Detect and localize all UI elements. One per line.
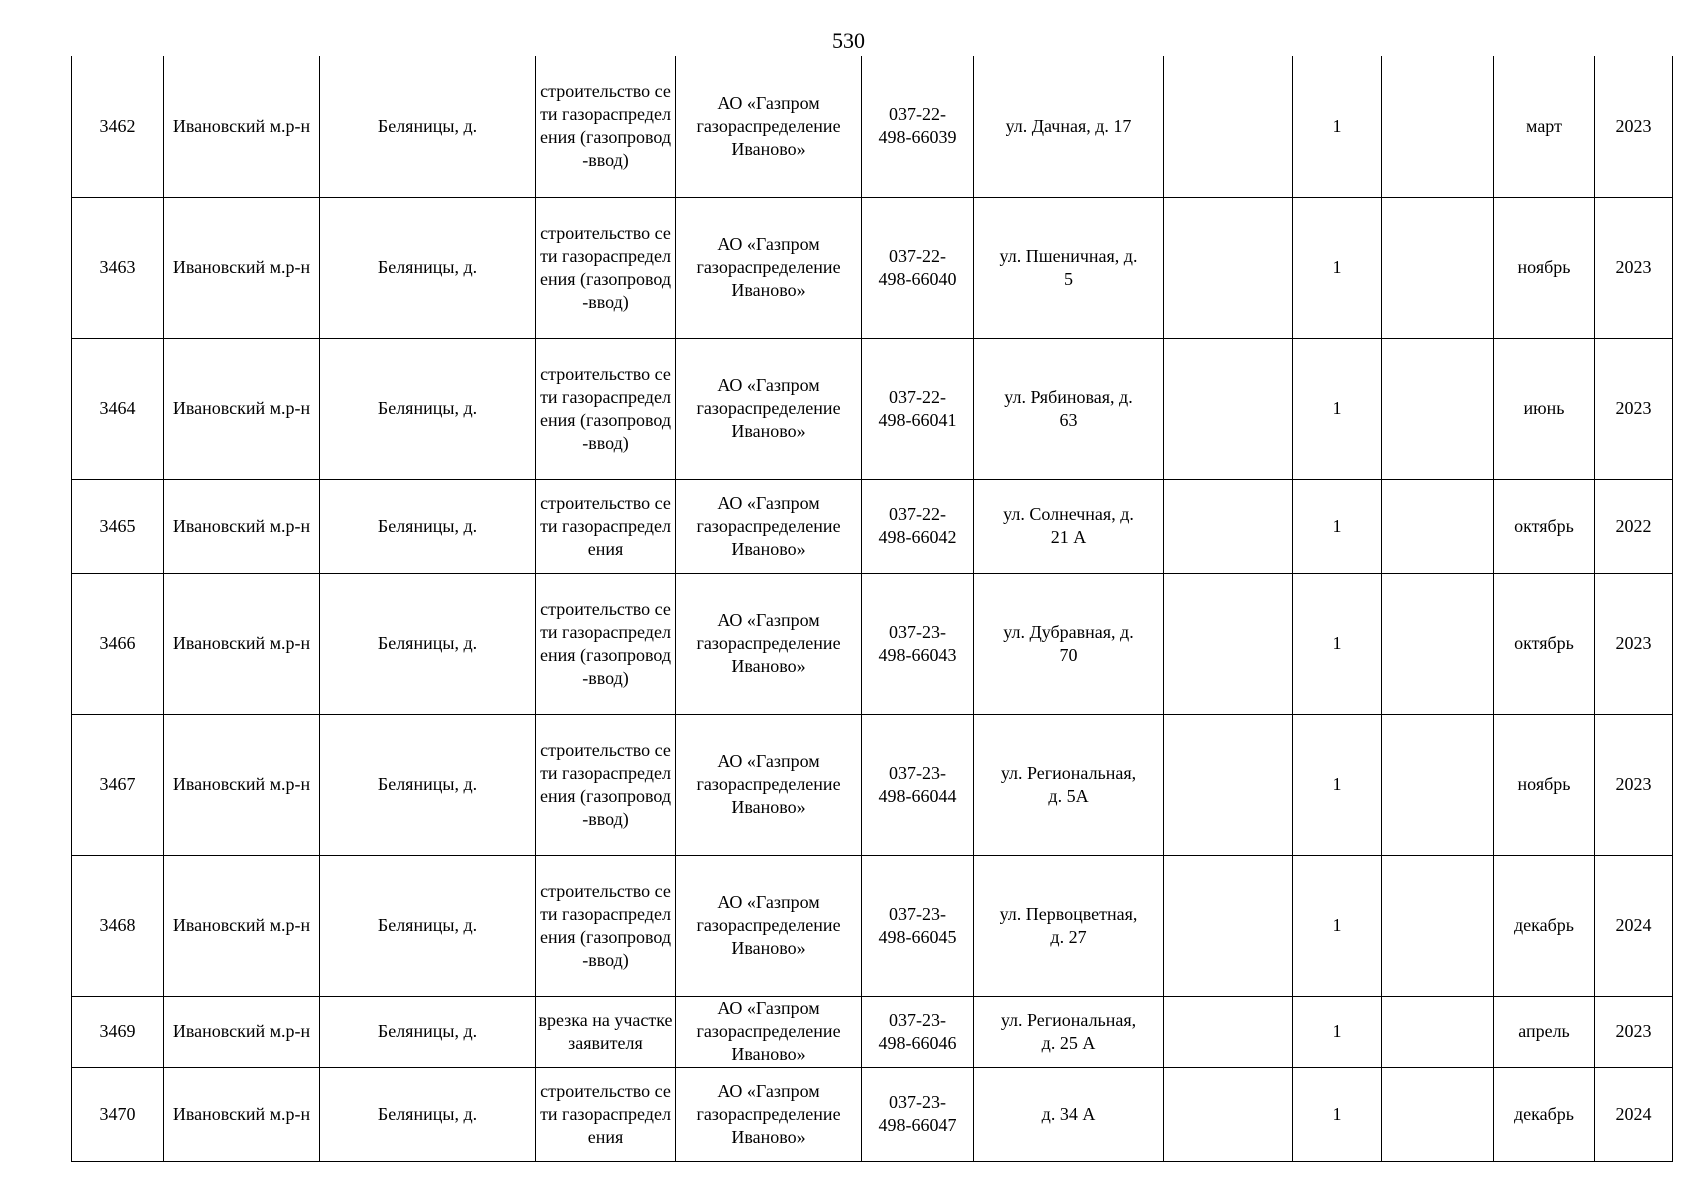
cell-organization: АО «Газпром газораспределение Иваново» xyxy=(676,1067,862,1161)
cell-code: 037-22- 498-66042 xyxy=(862,479,974,573)
cell-year: 2023 xyxy=(1595,197,1673,338)
cell-work-type: строительство сети газораспределения xyxy=(536,1067,676,1161)
cell-organization: АО «Газпром газораспределение Иваново» xyxy=(676,56,862,197)
cell-year: 2023 xyxy=(1595,338,1673,479)
cell-empty xyxy=(1382,573,1494,714)
cell-year: 2023 xyxy=(1595,714,1673,855)
cell-organization: АО «Газпром газораспределение Иваново» xyxy=(676,573,862,714)
cell-code: 037-23- 498-66043 xyxy=(862,573,974,714)
cell-district: Ивановский м.р-н xyxy=(164,714,320,855)
cell-count: 1 xyxy=(1293,338,1382,479)
cell-district: Ивановский м.р-н xyxy=(164,338,320,479)
cell-work-type: строительство сети газораспределения (газопровод-ввод) xyxy=(536,56,676,197)
cell-count: 1 xyxy=(1293,56,1382,197)
cell-work-type: строительство сети газораспределения xyxy=(536,479,676,573)
cell-locality: Беляницы, д. xyxy=(320,479,536,573)
cell-work-type: строительство сети газораспределения (газопровод-ввод) xyxy=(536,714,676,855)
cell-count: 1 xyxy=(1293,197,1382,338)
cell-locality: Беляницы, д. xyxy=(320,56,536,197)
cell-month: апрель xyxy=(1494,996,1595,1067)
cell-empty xyxy=(1382,479,1494,573)
table-row xyxy=(72,573,1673,714)
table-row xyxy=(72,197,1673,338)
gasification-table xyxy=(71,56,1673,1162)
cell-year: 2023 xyxy=(1595,56,1673,197)
cell-month: март xyxy=(1494,56,1595,197)
cell-count: 1 xyxy=(1293,573,1382,714)
cell-address: ул. Дачная, д. 17 xyxy=(974,56,1164,197)
cell-code: 037-23- 498-66045 xyxy=(862,855,974,996)
cell-number: 3467 xyxy=(72,714,164,855)
cell-month: ноябрь xyxy=(1494,197,1595,338)
cell-organization: АО «Газпром газораспределение Иваново» xyxy=(676,996,862,1067)
cell-district: Ивановский м.р-н xyxy=(164,996,320,1067)
table-row xyxy=(72,1067,1673,1161)
cell-month: декабрь xyxy=(1494,1067,1595,1161)
cell-number: 3462 xyxy=(72,56,164,197)
cell-code: 037-23- 498-66047 xyxy=(862,1067,974,1161)
cell-number: 3463 xyxy=(72,197,164,338)
cell-number: 3466 xyxy=(72,573,164,714)
cell-code: 037-23- 498-66044 xyxy=(862,714,974,855)
cell-year: 2024 xyxy=(1595,1067,1673,1161)
cell-work-type: врезка на участке заявителя xyxy=(536,996,676,1067)
cell-month: октябрь xyxy=(1494,573,1595,714)
cell-locality: Беляницы, д. xyxy=(320,996,536,1067)
table-row xyxy=(72,996,1673,1067)
table-row xyxy=(72,855,1673,996)
cell-code: 037-23- 498-66046 xyxy=(862,996,974,1067)
cell-count: 1 xyxy=(1293,996,1382,1067)
cell-address: ул. Солнечная, д. 21 А xyxy=(974,479,1164,573)
cell-work-type: строительство сети газораспределения (газопровод-ввод) xyxy=(536,855,676,996)
cell-locality: Беляницы, д. xyxy=(320,573,536,714)
cell-count: 1 xyxy=(1293,479,1382,573)
cell-empty xyxy=(1382,996,1494,1067)
table-row xyxy=(72,338,1673,479)
cell-empty xyxy=(1164,996,1293,1067)
cell-empty xyxy=(1382,855,1494,996)
cell-count: 1 xyxy=(1293,1067,1382,1161)
cell-year: 2022 xyxy=(1595,479,1673,573)
cell-work-type: строительство сети газораспределения (газопровод-ввод) xyxy=(536,573,676,714)
cell-work-type: строительство сети газораспределения (газопровод-ввод) xyxy=(536,197,676,338)
cell-month: декабрь xyxy=(1494,855,1595,996)
cell-locality: Беляницы, д. xyxy=(320,1067,536,1161)
cell-organization: АО «Газпром газораспределение Иваново» xyxy=(676,479,862,573)
cell-year: 2024 xyxy=(1595,855,1673,996)
cell-year: 2023 xyxy=(1595,573,1673,714)
table-row xyxy=(72,56,1673,197)
page-number: 530 xyxy=(832,28,865,53)
cell-empty xyxy=(1164,573,1293,714)
cell-locality: Беляницы, д. xyxy=(320,714,536,855)
cell-number: 3468 xyxy=(72,855,164,996)
cell-empty xyxy=(1382,197,1494,338)
cell-address: ул. Пшеничная, д. 5 xyxy=(974,197,1164,338)
cell-empty xyxy=(1382,714,1494,855)
cell-address: ул. Рябиновая, д. 63 xyxy=(974,338,1164,479)
cell-empty xyxy=(1164,338,1293,479)
cell-month: июнь xyxy=(1494,338,1595,479)
cell-locality: Беляницы, д. xyxy=(320,338,536,479)
cell-number: 3470 xyxy=(72,1067,164,1161)
cell-month: октябрь xyxy=(1494,479,1595,573)
cell-empty xyxy=(1164,1067,1293,1161)
cell-year: 2023 xyxy=(1595,996,1673,1067)
cell-number: 3464 xyxy=(72,338,164,479)
table-row xyxy=(72,479,1673,573)
cell-district: Ивановский м.р-н xyxy=(164,197,320,338)
cell-count: 1 xyxy=(1293,855,1382,996)
cell-address: ул. Региональная, д. 5А xyxy=(974,714,1164,855)
cell-district: Ивановский м.р-н xyxy=(164,573,320,714)
cell-organization: АО «Газпром газораспределение Иваново» xyxy=(676,855,862,996)
cell-code: 037-22- 498-66039 xyxy=(862,56,974,197)
cell-district: Ивановский м.р-н xyxy=(164,855,320,996)
cell-locality: Беляницы, д. xyxy=(320,197,536,338)
cell-address: ул. Региональная, д. 25 А xyxy=(974,996,1164,1067)
cell-empty xyxy=(1164,855,1293,996)
cell-code: 037-22- 498-66040 xyxy=(862,197,974,338)
cell-address: ул. Первоцветная, д. 27 xyxy=(974,855,1164,996)
cell-empty xyxy=(1164,197,1293,338)
cell-count: 1 xyxy=(1293,714,1382,855)
cell-empty xyxy=(1164,714,1293,855)
cell-month: ноябрь xyxy=(1494,714,1595,855)
table-row xyxy=(72,714,1673,855)
cell-code: 037-22- 498-66041 xyxy=(862,338,974,479)
cell-organization: АО «Газпром газораспределение Иваново» xyxy=(676,197,862,338)
cell-empty xyxy=(1382,1067,1494,1161)
cell-empty xyxy=(1382,338,1494,479)
cell-organization: АО «Газпром газораспределение Иваново» xyxy=(676,714,862,855)
cell-number: 3469 xyxy=(72,996,164,1067)
cell-empty xyxy=(1164,56,1293,197)
cell-work-type: строительство сети газораспределения (газопровод-ввод) xyxy=(536,338,676,479)
cell-district: Ивановский м.р-н xyxy=(164,1067,320,1161)
cell-district: Ивановский м.р-н xyxy=(164,479,320,573)
cell-address: ул. Дубравная, д. 70 xyxy=(974,573,1164,714)
cell-address: д. 34 А xyxy=(974,1067,1164,1161)
cell-locality: Беляницы, д. xyxy=(320,855,536,996)
cell-district: Ивановский м.р-н xyxy=(164,56,320,197)
cell-empty xyxy=(1382,56,1494,197)
cell-empty xyxy=(1164,479,1293,573)
cell-number: 3465 xyxy=(72,479,164,573)
cell-organization: АО «Газпром газораспределение Иваново» xyxy=(676,338,862,479)
table-body xyxy=(72,56,1673,1161)
